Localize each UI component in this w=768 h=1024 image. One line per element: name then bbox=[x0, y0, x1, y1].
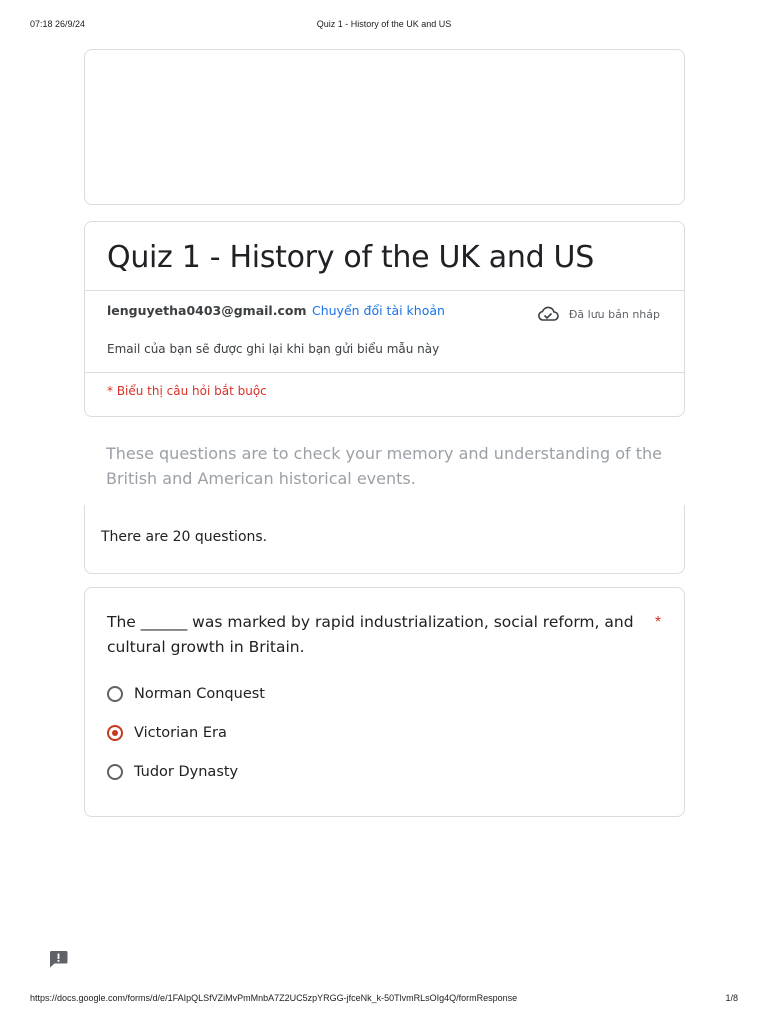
account-email: lenguyetha0403@gmail.com bbox=[107, 303, 307, 318]
option-norman-conquest[interactable] bbox=[107, 686, 265, 702]
divider bbox=[85, 290, 684, 291]
switch-account-link[interactable]: Chuyển đổi tài khoản bbox=[311, 303, 445, 318]
feedback-icon[interactable] bbox=[49, 950, 68, 968]
form-title-card bbox=[84, 221, 685, 417]
option-victorian-era[interactable] bbox=[107, 725, 227, 741]
info-text: There are 20 questions. bbox=[101, 529, 268, 545]
email-note: Email của bạn sẽ được ghi lại khi bạn gửi biểu mẫu này bbox=[107, 342, 440, 356]
header-banner bbox=[84, 49, 685, 205]
cloud-check-icon bbox=[537, 306, 559, 322]
saved-status bbox=[537, 306, 660, 322]
question-text: The ______ was marked by rapid industrialization, social reform, and cultural growth in Britain. bbox=[107, 613, 634, 656]
option-label: Tudor Dynasty bbox=[134, 764, 239, 780]
radio-button[interactable] bbox=[107, 686, 123, 702]
saved-status-label: Đã lưu bản nháp bbox=[568, 307, 660, 321]
option-label: Norman Conquest bbox=[134, 686, 265, 702]
print-url: https://docs.google.com/forms/d/e/1FAIpQLSfVZiMvPmMnbA7Z2UC5zpYRGG-jfceNk_k-50TlvmRLsOIg4Q/formResponse bbox=[30, 993, 518, 1003]
print-page-number: 1/8 bbox=[725, 993, 738, 1003]
section-description: These questions are to check your memory and understanding of the British and American historical events. bbox=[106, 444, 662, 488]
radio-button-selected[interactable] bbox=[107, 725, 123, 741]
form-title: Quiz 1 - History of the UK and US bbox=[107, 240, 594, 275]
print-page-title: Quiz 1 - History of the UK and US bbox=[316, 19, 452, 29]
required-note: * Biểu thị câu hỏi bắt buộc bbox=[107, 384, 267, 398]
radio-button[interactable] bbox=[107, 764, 123, 780]
question-card bbox=[84, 587, 685, 817]
info-card bbox=[84, 505, 685, 574]
print-datetime: 07:18 26/9/24 bbox=[30, 19, 86, 29]
account-row bbox=[107, 303, 445, 318]
option-label: Victorian Era bbox=[134, 725, 227, 741]
required-marker: * bbox=[655, 614, 662, 631]
option-tudor-dynasty[interactable] bbox=[107, 764, 238, 780]
divider bbox=[85, 372, 684, 373]
